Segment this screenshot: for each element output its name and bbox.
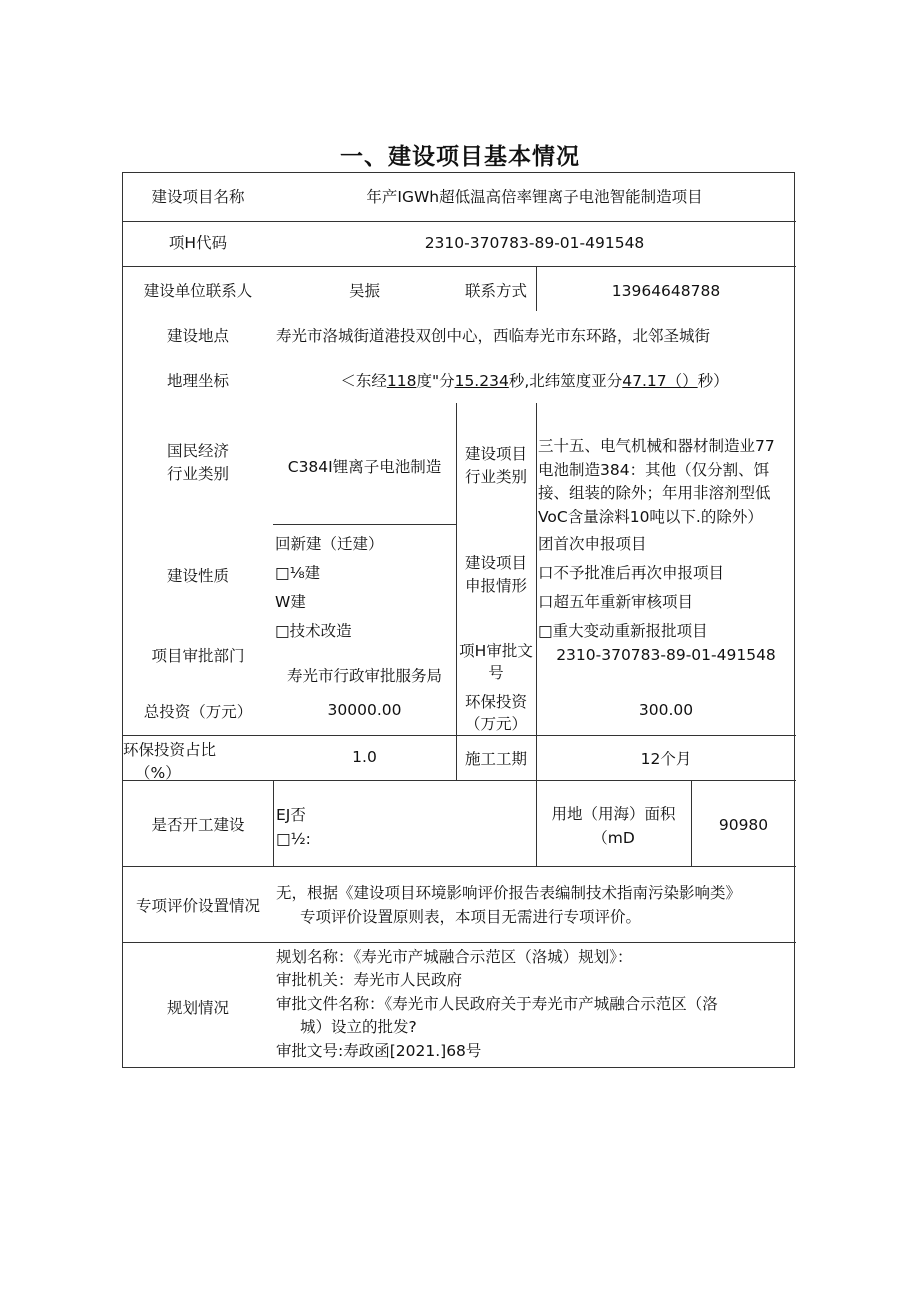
report-option-resubmit: 口不予批准后再次申报项目 xyxy=(538,564,725,582)
contact-label: 建设单位联系人 xyxy=(143,282,253,300)
page-title: 一、建设项目基本情况 xyxy=(340,144,580,170)
coordinates-text: 秒,北纬筮度亚分 xyxy=(508,372,623,390)
nature-label: 建设性质 xyxy=(166,567,229,585)
project-code-label: 项H代码 xyxy=(168,234,228,252)
report-option-change: □重大变动重新报批项目 xyxy=(538,622,708,640)
project-name-label: 建设项目名称 xyxy=(151,188,245,206)
coordinates-text: 度"分 xyxy=(416,372,455,390)
info-table xyxy=(122,172,795,1068)
location-label: 建设地点 xyxy=(166,327,229,345)
construction-period-label: 施工工期 xyxy=(464,750,527,768)
planning-label: 规划情况 xyxy=(166,999,229,1017)
report-situation-options xyxy=(538,530,793,640)
contact-name: 吴振 xyxy=(348,282,380,300)
row-divider xyxy=(123,735,796,736)
planning-doc-name-cont: 城）设立的批发? xyxy=(300,1018,417,1036)
planning-doc-number: 审批文号:寿政函[2021.]68号 xyxy=(276,1042,482,1060)
row-divider xyxy=(123,942,796,943)
contact-method-label: 联系方式 xyxy=(464,282,527,300)
industry-category-label: 建设项目 行业类别 xyxy=(464,445,527,486)
nature-option-new: 回新建（迁建） xyxy=(275,535,384,553)
land-area-label: 用地（用海）面积 （mD xyxy=(551,805,676,847)
coordinates-label: 地理坐标 xyxy=(166,372,229,390)
row-divider xyxy=(123,221,796,222)
row-divider xyxy=(273,524,456,525)
started-option-yes: □½: xyxy=(276,830,311,848)
coordinates-prefix: ＜东经 xyxy=(340,372,387,390)
env-ratio-label: 环保投资占比 （%） xyxy=(123,741,217,782)
coordinates-suffix: 秒） xyxy=(697,372,729,390)
special-eval-line1: 无，根据《建设项目环境影响评价报告表编制技术指南污染影响类》 xyxy=(276,884,742,902)
industry-label: 国民经济 行业类别 xyxy=(166,442,229,483)
total-investment-value: 30000.00 xyxy=(327,701,402,719)
nature-option-expand: W建 xyxy=(275,593,306,611)
started-label: 是否开工建设 xyxy=(151,816,245,834)
industry-value: C384I锂离子电池制造 xyxy=(287,458,442,476)
row-divider xyxy=(123,866,796,867)
col-divider xyxy=(273,780,274,866)
location-value: 寿光市洛城街道港投双创中心，西临寿光市东环路，北邻圣城街 xyxy=(276,327,711,345)
planning-authority: 审批机关：寿光市人民政府 xyxy=(276,971,463,989)
env-investment-value: 300.00 xyxy=(638,701,694,719)
report-option-first: 团首次申报项目 xyxy=(538,535,647,553)
started-option-no: EJ否 xyxy=(276,806,306,824)
planning-name: 规划名称：《寿光市产城融合示范区（洛城）规划》： xyxy=(276,948,633,966)
approval-doc-label: 项H审批文 号 xyxy=(459,642,533,682)
special-eval-line2: 专项评价设置原则表，本项目无需进行专项评价。 xyxy=(300,908,642,926)
report-option-review: 口超五年重新审核项目 xyxy=(538,593,694,611)
coordinates-latitude-seconds: 47.17（） xyxy=(622,372,698,390)
land-area-value: 90980 xyxy=(718,816,769,834)
coordinates-longitude-degree: 118 xyxy=(386,372,417,390)
industry-category-value: 三十五、电气机械和器材制造业77 电池制造384：其他（仅分割、饵 接、组装的除外；年用非溶剂型低 VoC含量涂料10吨以下.的除外） xyxy=(538,437,775,526)
nature-option-upgrade: □技术改造 xyxy=(275,622,352,640)
coordinates-longitude-seconds: 15.234 xyxy=(454,372,509,390)
approval-dept-label: 项目审批部门 xyxy=(151,647,245,665)
total-investment-label: 总投资（万元） xyxy=(143,703,253,721)
env-ratio-value: 1.0 xyxy=(352,748,377,766)
construction-period-value: 12个月 xyxy=(640,750,692,768)
planning-doc-name: 审批文件名称：《寿光市人民政府关于寿光市产城融合示范区（洛 xyxy=(276,995,718,1013)
nature-option-rebuild: □⅛建 xyxy=(275,564,321,582)
coordinates-value xyxy=(273,370,796,393)
contact-phone: 13964648788 xyxy=(611,282,721,300)
approval-dept-value: 寿光市行政审批服务局 xyxy=(286,667,442,685)
special-eval-label: 专项评价设置情况 xyxy=(135,897,260,915)
project-name-value: 年产IGWh超低温高倍率锂离子电池智能制造项目 xyxy=(366,188,703,206)
project-code-value: 2310-370783-89-01-491548 xyxy=(424,234,645,252)
col-divider xyxy=(536,403,537,735)
approval-doc-value: 2310-370783-89-01-491548 xyxy=(556,646,776,664)
report-situation-label: 建设项目 申报情形 xyxy=(464,554,527,595)
nature-options xyxy=(275,530,455,640)
env-investment-label: 环保投资 （万元） xyxy=(464,693,527,733)
row-divider xyxy=(123,266,796,267)
